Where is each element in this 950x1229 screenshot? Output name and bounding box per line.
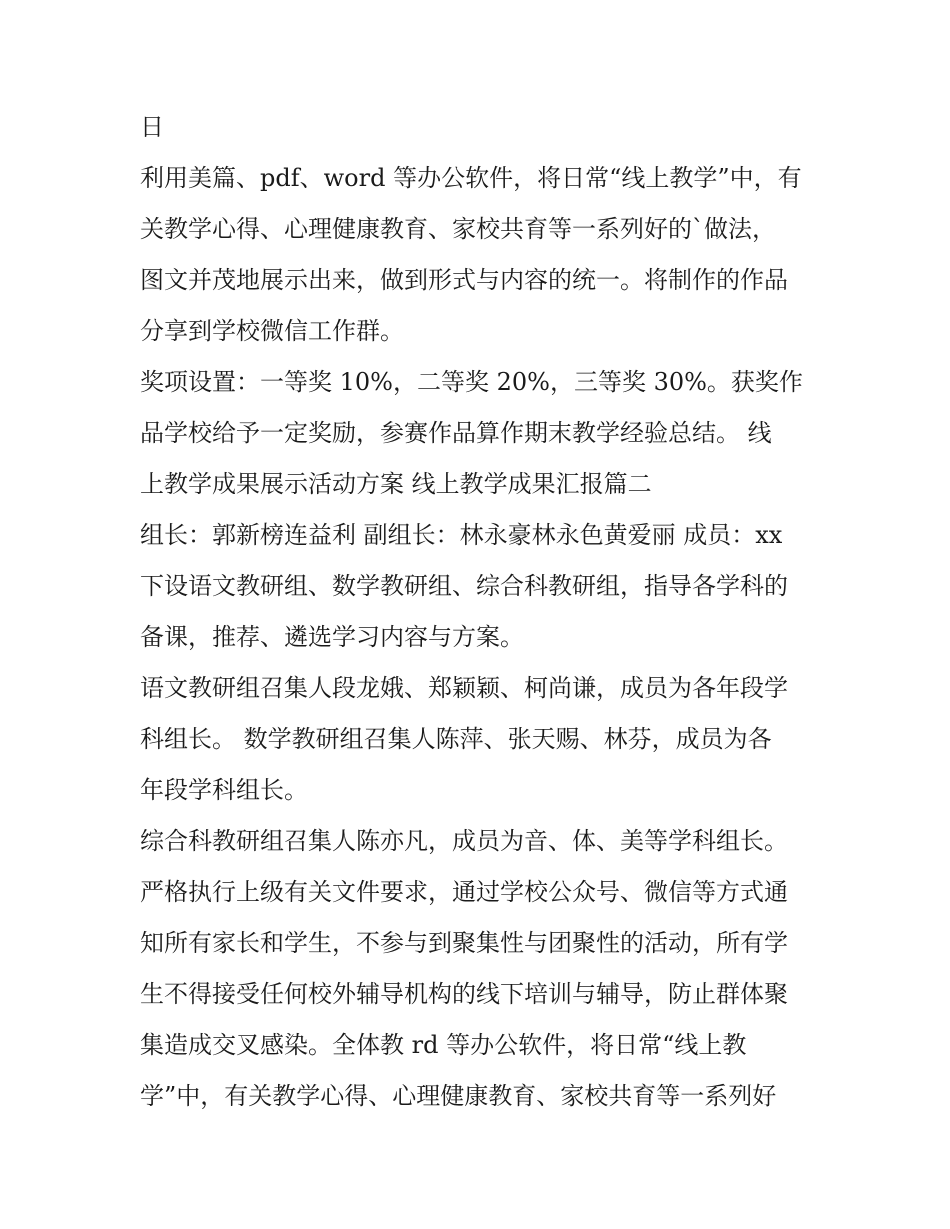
text-line-2: 利用美篇、pdf、word 等办公软件，将日常“线上教学”中，有: [140, 164, 802, 192]
text-line-8: 上教学成果展示活动方案 线上教学成果汇报篇二: [140, 470, 652, 498]
text-line-9: 组长：郭新榜连益利 副组长：林永豪林永色黄爱丽 成员：xx: [140, 521, 783, 549]
text-line-3: 关教学心得、心理健康教育、家校共育等一系列好的`做法，: [140, 215, 776, 243]
text-line-5: 分享到学校微信工作群。: [140, 317, 404, 345]
text-line-13: 科组长。 数学教研组召集人陈萍、张天赐、林芬，成员为各: [140, 725, 772, 753]
text-line-11: 备课，推荐、遴选学习内容与方案。: [140, 623, 524, 651]
text-line-14: 年段学科组长。: [140, 776, 308, 804]
text-line-17: 知所有家长和学生，不参与到聚集性与团聚性的活动，所有学: [140, 929, 788, 957]
text-line-4: 图文并茂地展示出来，做到形式与内容的统一。将制作的作品: [140, 266, 788, 294]
text-line-6: 奖项设置：一等奖 10%，二等奖 20%，三等奖 30%。获奖作: [140, 368, 803, 396]
text-line-10: 下设语文教研组、数学教研组、综合科教研组，指导各学科的: [140, 572, 788, 600]
text-line-20: 学”中，有关教学心得、心理健康教育、家校共育等一系列好: [140, 1082, 777, 1110]
text-line-18: 生不得接受任何校外辅导机构的线下培训与辅导，防止群体聚: [140, 980, 788, 1008]
text-line-1: 日: [140, 113, 164, 141]
document-body: [140, 106, 820, 1126]
text-line-7: 品学校给予一定奖励，参赛作品算作期末教学经验总结。 线: [140, 419, 772, 447]
text-line-15: 综合科教研组召集人陈亦凡，成员为音、体、美等学科组长。: [140, 827, 788, 855]
text-line-19: 集造成交叉感染。全体教 rd 等办公软件，将日常“线上教: [140, 1031, 747, 1059]
text-line-16: 严格执行上级有关文件要求，通过学校公众号、微信等方式通: [140, 878, 788, 906]
text-line-12: 语文教研组召集人段龙娥、郑颖颖、柯尚谦，成员为各年段学: [140, 674, 788, 702]
